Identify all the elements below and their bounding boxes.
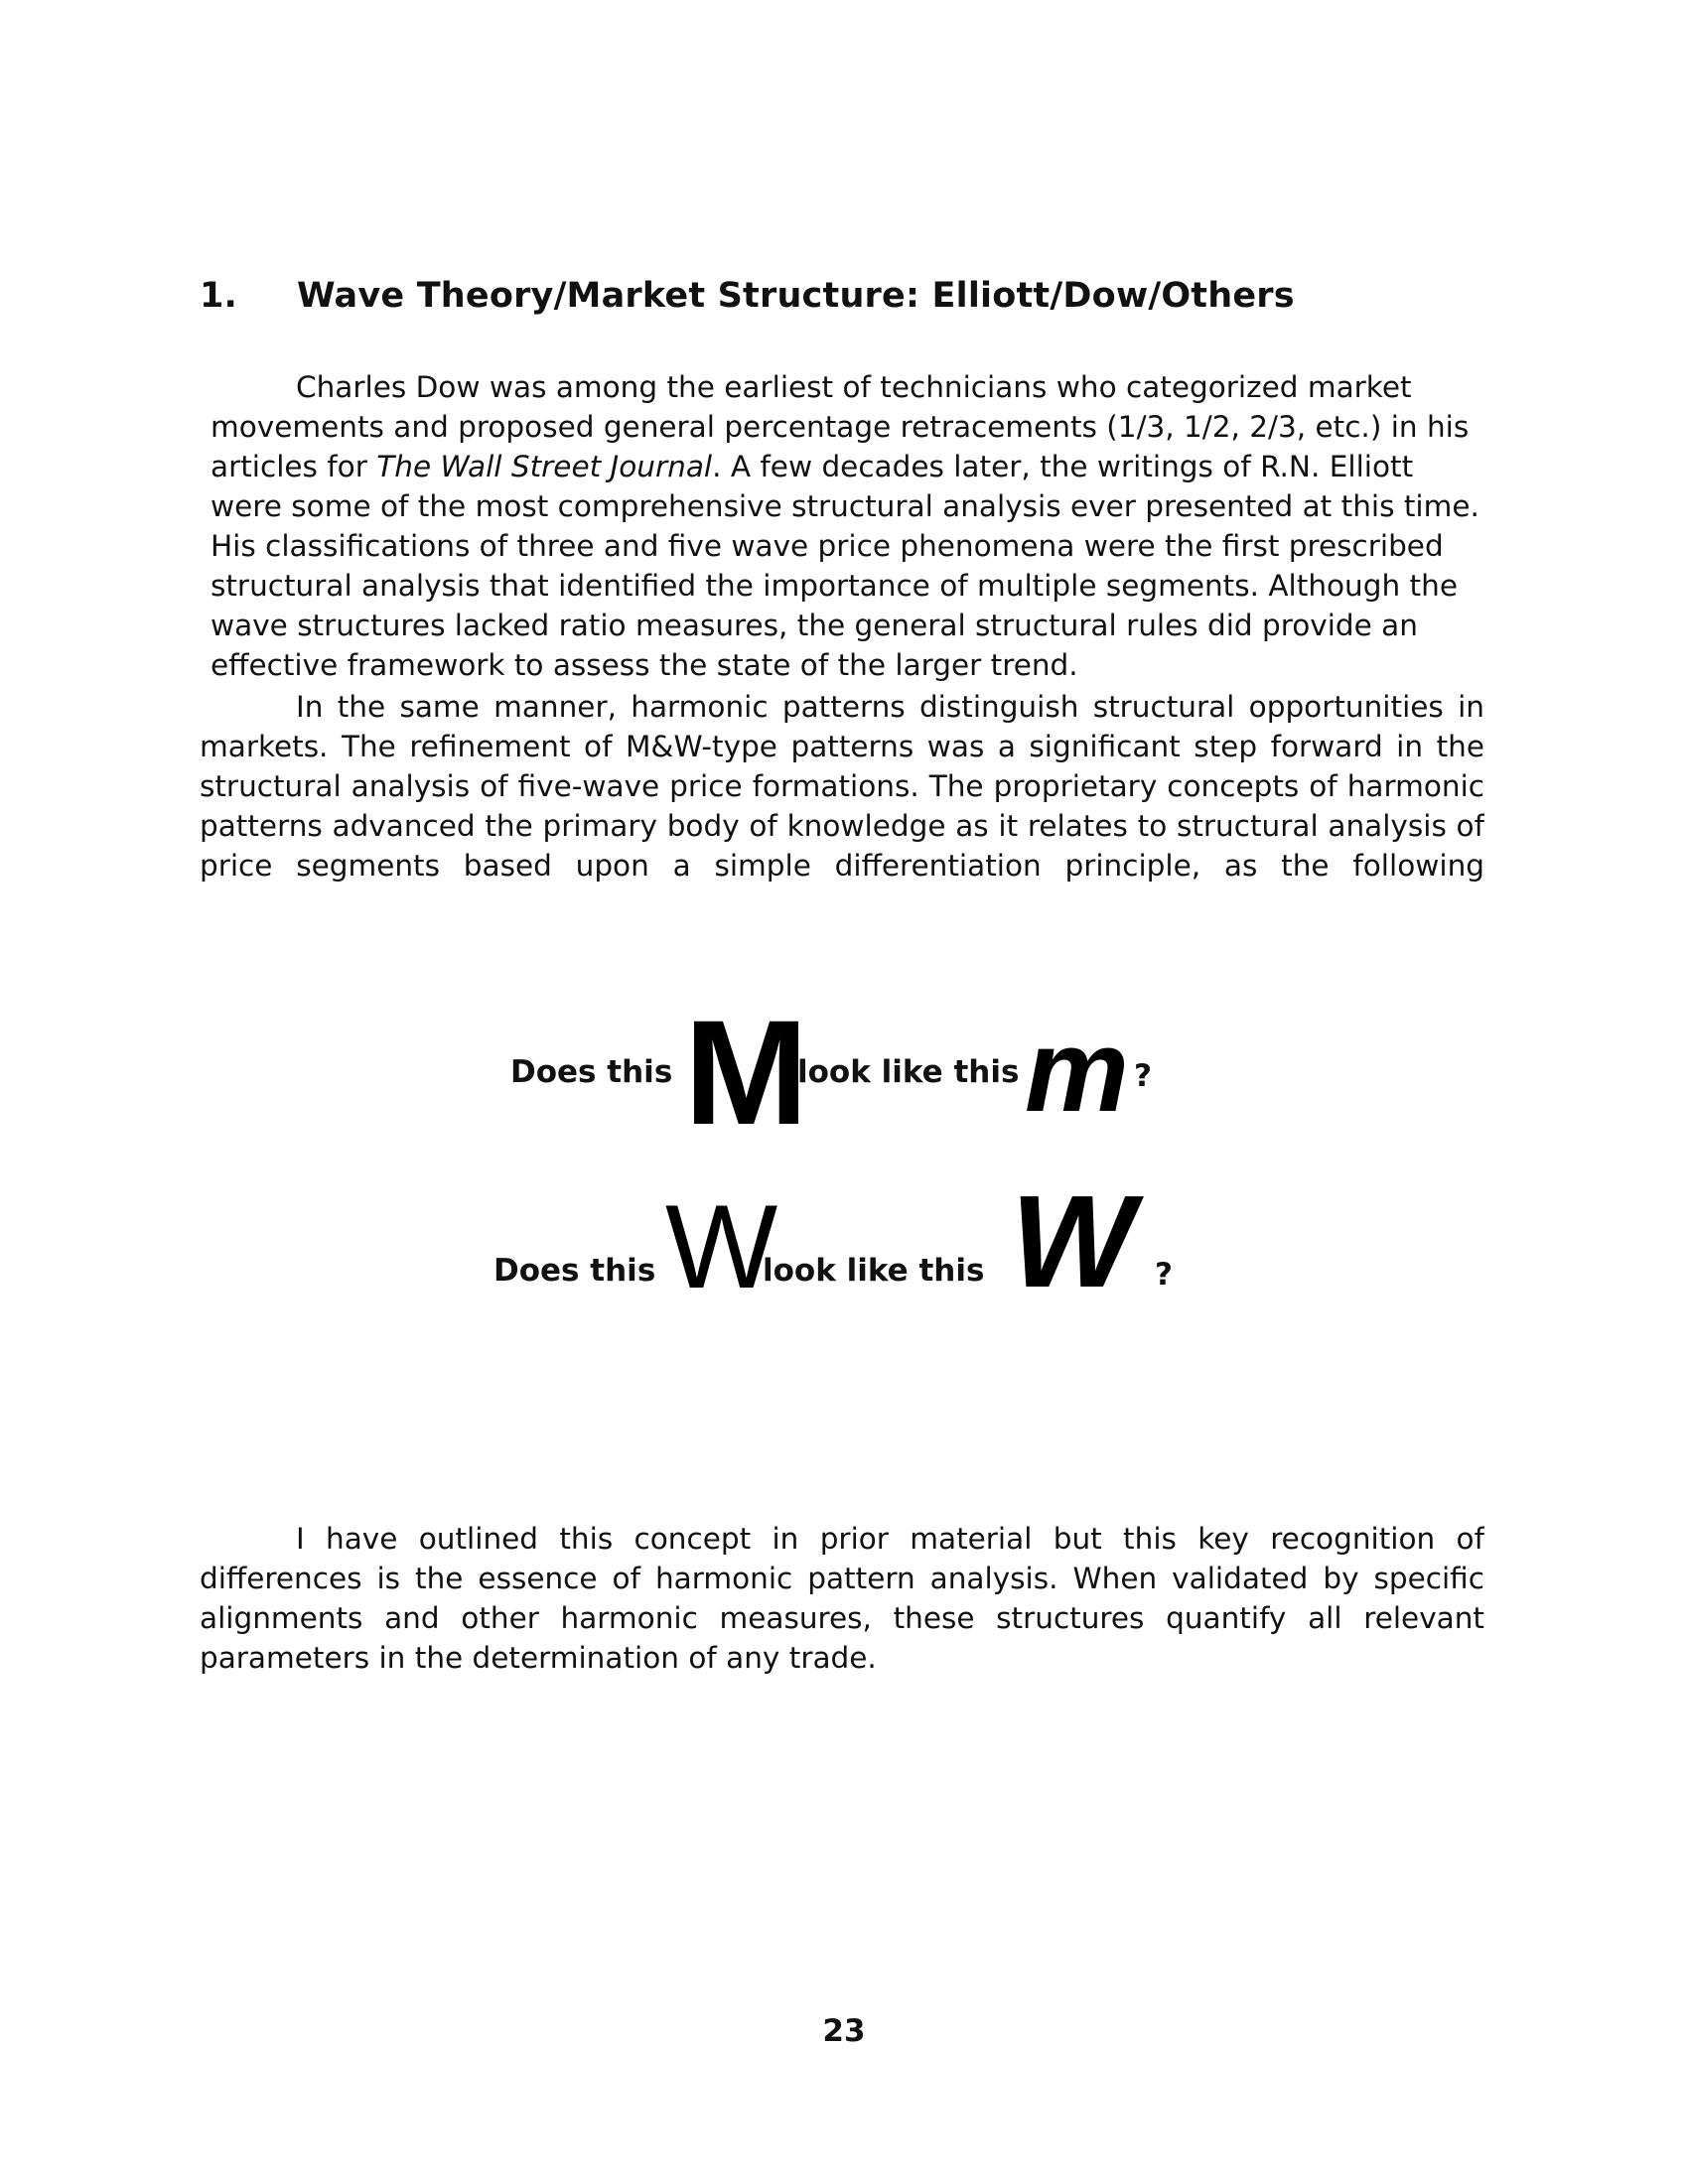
paragraph-line: movements and proposed general percentage retracements (1/3, 1/2, 2/3, etc.) in his <box>211 410 1470 444</box>
question-mark: ? <box>1155 1257 1173 1293</box>
paragraph-line: structural analysis that identified the importance of multiple segments. Although the <box>211 569 1458 603</box>
page-number: 23 <box>822 2013 866 2049</box>
question-prefix: Does this <box>510 1054 673 1090</box>
publication-title: The Wall Street Journal <box>376 450 713 483</box>
paragraph-line <box>211 447 1501 486</box>
paragraph-line: patterns advanced the primary body of knowledge as it relates to structural analysis of <box>200 809 1484 843</box>
question-middle: look like this <box>763 1253 985 1289</box>
question-middle: look like this <box>797 1054 1020 1090</box>
section-title: Wave Theory/Market Structure: Elliott/Dow/Others <box>297 276 1295 316</box>
paragraph-harmonic-patterns <box>200 687 1484 886</box>
letter-italic-m: m <box>1025 1006 1129 1137</box>
paragraph-line: price segments based upon a simple differentiation principle, as the following <box>200 849 1484 883</box>
paragraph-line: differences is the essence of harmonic pattern analysis. When validated by specific <box>200 1562 1484 1595</box>
paragraph-line: markets. The refinement of M&W-type patterns was a significant step forward in the <box>200 730 1484 763</box>
letter-upright-w: W <box>665 1180 778 1313</box>
question-mark: ? <box>1134 1058 1152 1094</box>
section-number: 1. <box>200 276 238 316</box>
paragraph-line: effective framework to assess the state of the larger trend. <box>211 648 1078 682</box>
paragraph-line: Charles Dow was among the earliest of technicians who categorized market <box>296 370 1412 404</box>
text-run: . A few decades later, the writings of R.N. Elliott <box>712 450 1414 483</box>
letter-italic-w: W <box>1011 1168 1135 1314</box>
paragraph-line: alignments and other harmonic measures, these structures quantify all relevant <box>200 1601 1484 1635</box>
letter-upright-m: M <box>684 989 808 1156</box>
paragraph-line: His classifications of three and five wave price phenomena were the first prescribed <box>211 529 1444 563</box>
paragraph-dow-elliott <box>211 367 1501 685</box>
paragraph-conclusion <box>200 1519 1484 1678</box>
paragraph-line: In the same manner, harmonic patterns distinguish structural opportunities in <box>296 690 1484 724</box>
paragraph-line: I have outlined this concept in prior material but this key recognition of <box>296 1522 1484 1556</box>
paragraph-line: were some of the most comprehensive structural analysis ever presented at this time. <box>211 489 1479 523</box>
question-prefix: Does this <box>493 1253 656 1289</box>
paragraph-line: wave structures lacked ratio measures, the general structural rules did provide an <box>211 609 1418 642</box>
paragraph-line: structural analysis of five-wave price formations. The proprietary concepts of harmonic <box>200 769 1484 803</box>
text-run: articles for <box>211 450 377 483</box>
paragraph-line: parameters in the determination of any trade. <box>200 1641 877 1675</box>
section-heading <box>200 276 1295 316</box>
